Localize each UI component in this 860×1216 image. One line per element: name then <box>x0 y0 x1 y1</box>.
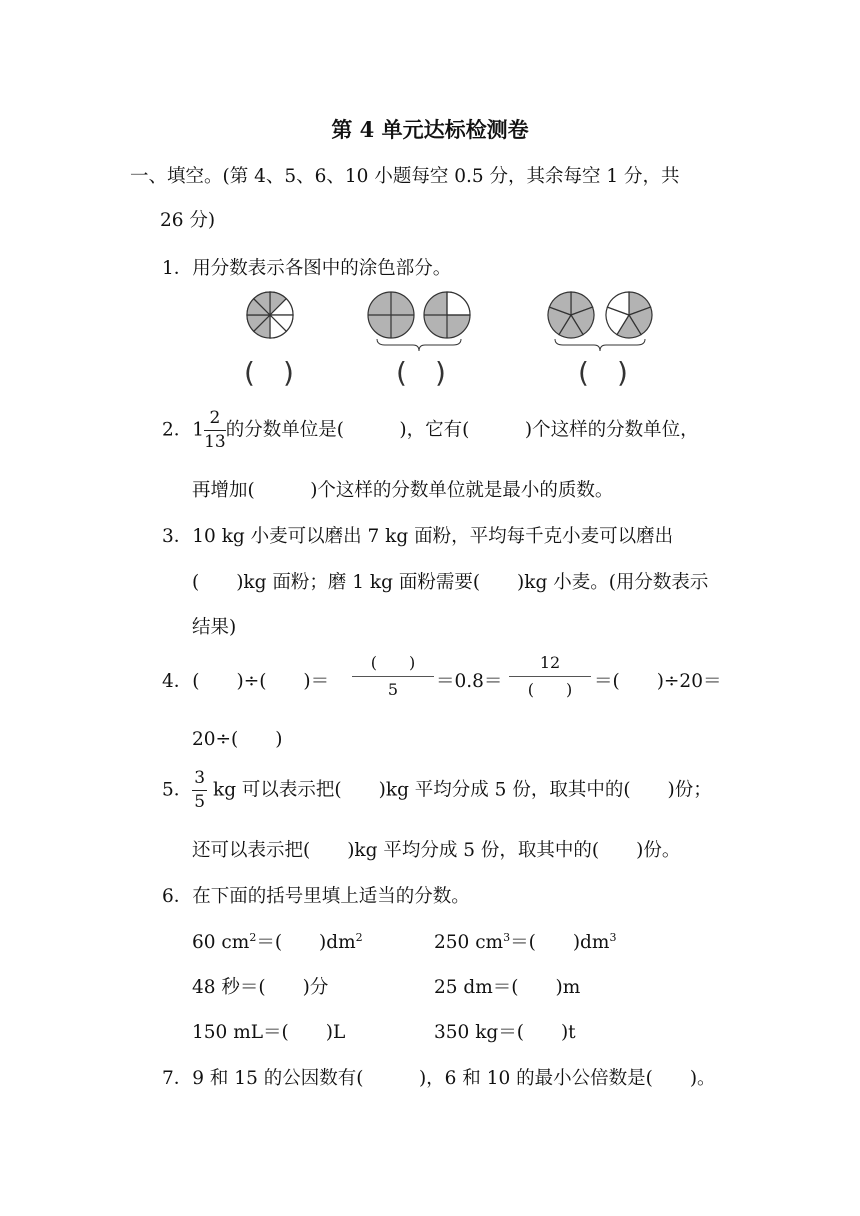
conversion-dm-m: 25 dm＝( )m <box>434 977 581 998</box>
question-6: 6．在下面的括号里填上适当的分数。 <box>162 886 470 907</box>
figure-two-circles-quarters <box>368 292 470 351</box>
section-heading-cont: 26 分) <box>160 210 216 231</box>
conversion-cm2-dm2: 60 $cm^2=$( )$dm^2$ <box>192 930 363 953</box>
answer-paren-open-2[interactable]: ( <box>396 356 407 389</box>
question-7: 7．9 和 15 的公因数有( )，6 和 10 的最小公倍数是( )。 <box>162 1068 716 1089</box>
question-4: 4．( )÷( )＝ <box>162 671 330 692</box>
question-4-cont: 20÷( ) <box>192 729 283 750</box>
question-3: 3．10 kg 小麦可以磨出 7 kg 面粉，平均每千克小麦可以磨出 <box>162 526 674 547</box>
answer-paren-open-1[interactable]: ( <box>244 356 255 389</box>
answer-paren-close-1[interactable]: ) <box>283 356 294 389</box>
fraction-12-over-blank: 12 ( ) <box>509 652 591 701</box>
conversion-seconds-minutes: 48 秒＝( )分 <box>192 977 329 998</box>
answer-paren-close-3[interactable]: ) <box>617 356 628 389</box>
page-title: 第 4 单元达标检测卷 <box>331 117 529 142</box>
question-2-cont: 再增加( )个这样的分数单位就是最小的质数。 <box>192 480 614 501</box>
question-3-cont: ( )kg 面粉；磨 1 kg 面粉需要( )kg 小麦。(用分数表示 <box>192 572 709 593</box>
question-4-end: ＝( )÷20＝ <box>594 671 722 692</box>
fraction-2-13: $\frac{2}{13}$ <box>204 408 226 452</box>
conversion-cm3-dm3: 250 $cm^3=$( )$dm^3$ <box>434 930 617 953</box>
question-3-cont2: 结果) <box>192 617 237 638</box>
figure-two-circles-fifths <box>548 292 652 351</box>
conversion-ml-l: 150 mL＝( )L <box>192 1022 346 1043</box>
question-5-cont: 还可以表示把( )kg 平均分成 5 份，取其中的( )份。 <box>192 840 681 861</box>
fraction-blank-over-5: ( ) 5 <box>352 652 434 701</box>
fraction-3-5: $\frac{3}{5}$ <box>194 768 206 812</box>
conversion-kg-t: 350 kg＝( )t <box>434 1022 576 1043</box>
question-4-mid: ＝0.8＝ <box>436 671 503 692</box>
answer-paren-open-3[interactable]: ( <box>578 356 589 389</box>
question-2: 2．1 $\frac{2}{13}$ 的分数单位是( )，它有( )个这样的分数单位， <box>162 408 699 452</box>
question-1: 1．用分数表示各图中的涂色部分。 <box>162 258 452 279</box>
figure-circle-eighths <box>247 292 293 338</box>
section-heading: 一、填空。(第 4、5、6、10 小题每空 0.5 分，其余每空 1 分，共 <box>130 166 680 187</box>
answer-paren-close-2[interactable]: ) <box>435 356 446 389</box>
fraction-figures <box>0 285 860 365</box>
question-5: 5． $\frac{3}{5}$ kg 可以表示把( )kg 平均分成 5 份，取其中的( )份； <box>162 768 712 812</box>
